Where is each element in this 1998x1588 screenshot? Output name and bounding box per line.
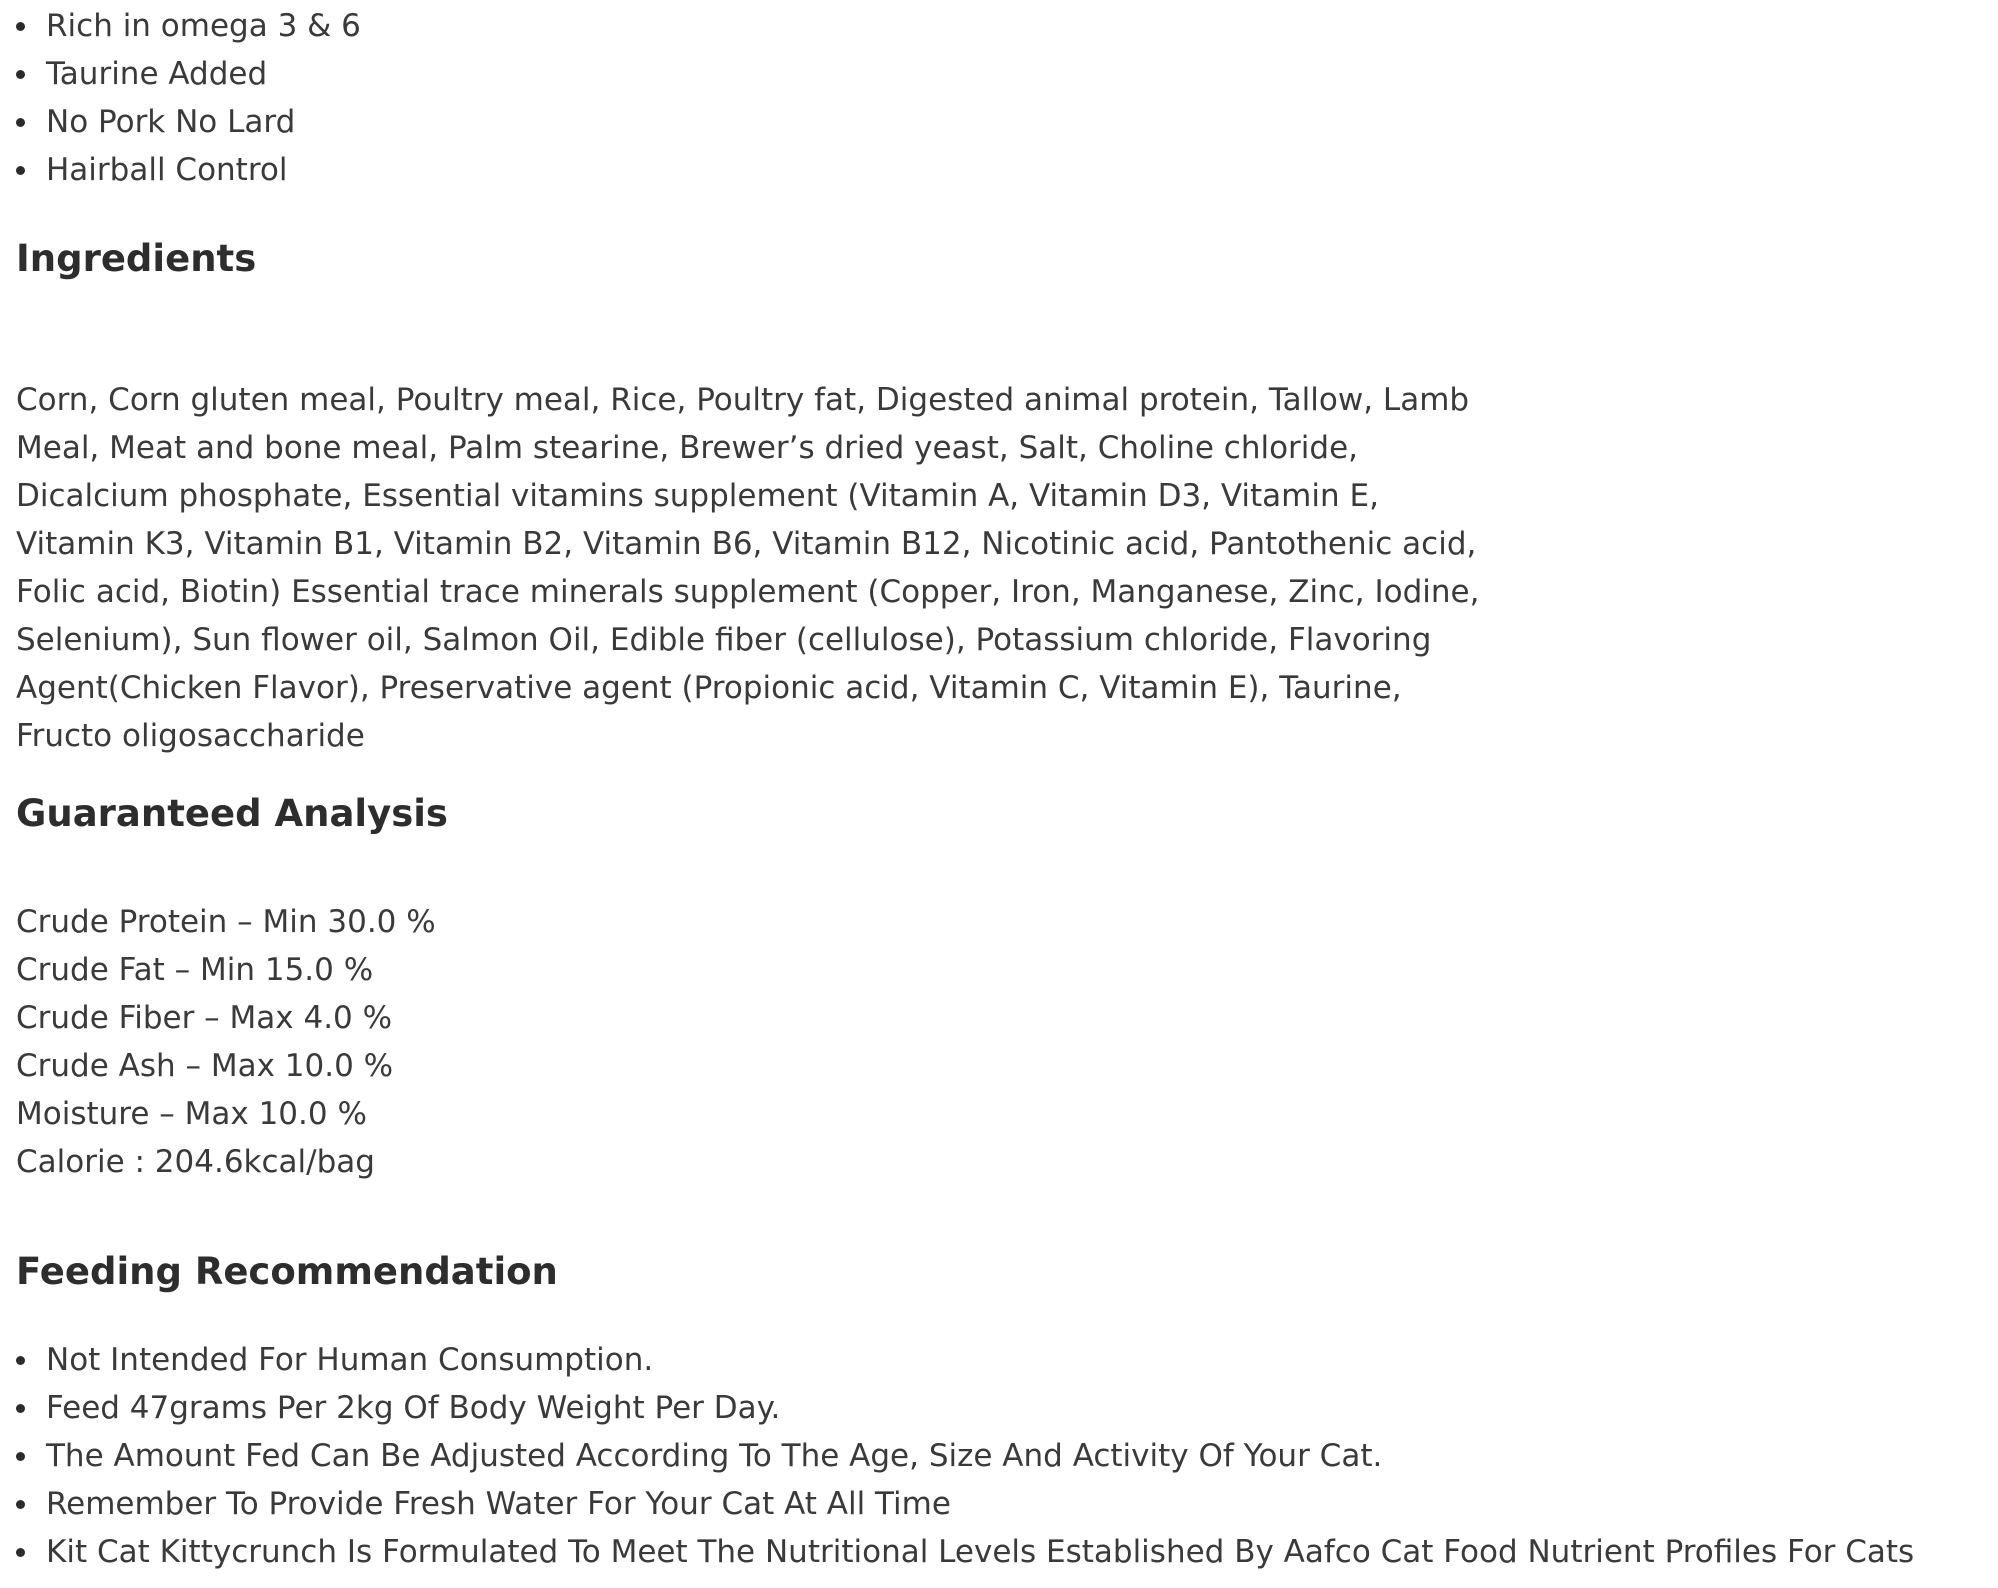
guaranteed-analysis-list	[16, 898, 436, 1186]
feeding-item: The Amount Fed Can Be Adjusted According To The Age, Size And Activity Of Your Cat.	[16, 1432, 1914, 1480]
analysis-line: Crude Protein – Min 30.0 %	[16, 904, 436, 940]
ingredients-text: Corn, Corn gluten meal, Poultry meal, Rice, Poultry fat, Digested animal protein, Tallow, Lamb Meal, Meat and bone meal, Palm stearine, Brewer’s dried yeast, Salt, Choline chloride, Dicalcium phosphate, Essential vitamins supplement (Vitamin A, Vitamin D3, Vitamin E, Vitamin K3, Vitamin B1, Vitamin B2, Vitamin B6, Vitamin B12, Nicotinic acid, Pantothenic acid, Folic acid, Biotin) Essential trace minerals supplement (Copper, Iron, Manganese, Zinc, Iodine, Selenium), Sun flower oil, Salmon Oil, Edible fiber (cellulose), Potassium chloride, Flavoring Agent(Chicken Flavor), Preservative agent (Propionic acid, Vitamin C, Vitamin E), Taurine, Fructo oligosaccharide	[16, 382, 1480, 754]
feature-list	[16, 2, 361, 194]
feeding-recommendation-heading: Feeding Recommendation	[16, 1250, 558, 1293]
feeding-recommendation-list	[16, 1336, 1914, 1576]
feeding-item: Remember To Provide Fresh Water For Your Cat At All Time	[16, 1480, 1914, 1528]
feeding-item: Not Intended For Human Consumption.	[16, 1336, 1914, 1384]
feature-item: Taurine Added	[16, 50, 361, 98]
feature-item: No Pork No Lard	[16, 98, 361, 146]
ingredients-heading: Ingredients	[16, 237, 257, 280]
analysis-line: Calorie : 204.6kcal/bag	[16, 1144, 375, 1180]
feature-item: Rich in omega 3 & 6	[16, 2, 361, 50]
guaranteed-analysis-heading: Guaranteed Analysis	[16, 792, 448, 835]
analysis-line: Crude Fat – Min 15.0 %	[16, 952, 374, 988]
feeding-item: Feed 47grams Per 2kg Of Body Weight Per Day.	[16, 1384, 1914, 1432]
feeding-item: Kit Cat Kittycrunch Is Formulated To Meet The Nutritional Levels Established By Aafco Cat Food Nutrient Profiles For Cats	[16, 1528, 1914, 1576]
analysis-line: Crude Ash – Max 10.0 %	[16, 1048, 394, 1084]
analysis-line: Crude Fiber – Max 4.0 %	[16, 1000, 393, 1036]
feature-item: Hairball Control	[16, 146, 361, 194]
analysis-line: Moisture – Max 10.0 %	[16, 1096, 367, 1132]
